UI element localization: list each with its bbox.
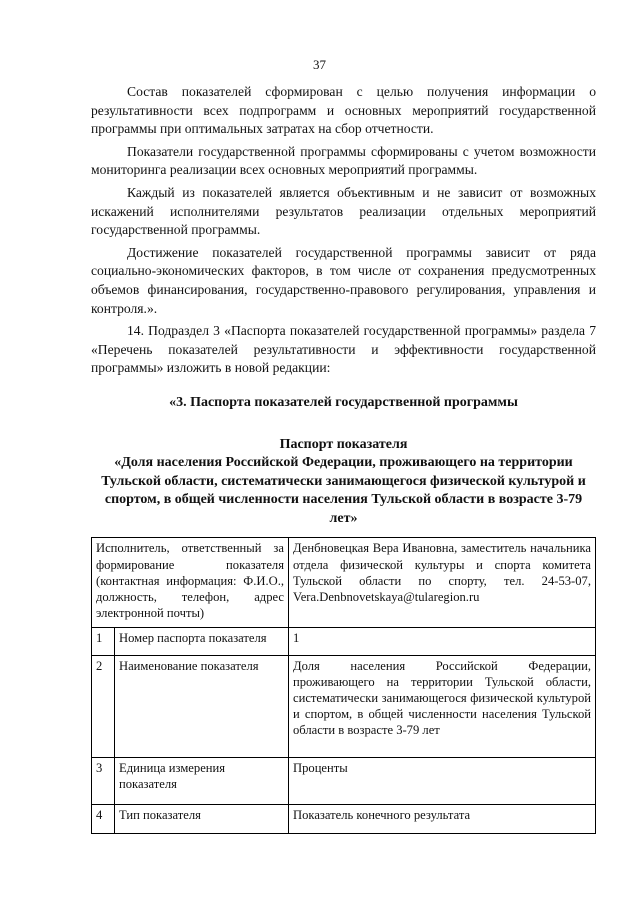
paragraph-objectivity: Каждый из показателей является объективным и не зависит от возможных искажений исполнителями результатов реализации отдельных мероприятий государственной программы.	[91, 184, 596, 238]
table-row	[92, 805, 596, 834]
paragraph-indicator-composition: Состав показателей сформирован с целью получения информации о результативности всех подпрограмм и основных мероприятий государственной программы при оптимальных затратах на сбор отчетности.	[91, 84, 596, 137]
row-name: Наименование показателя	[115, 655, 289, 757]
passport-indicator-name: «Доля населения Российской Федерации, проживающего на территории Тульской области, систематически занимающегося физической культурой и спортом, в общей численности населения Тульской области в возрасте 3-79 лет»	[101, 455, 586, 526]
row-number: 2	[92, 655, 115, 757]
paragraph-amendment-14: 14. Подраздел 3 «Паспорта показателей государственной программы» раздела 7 «Перечень показателей результативности и эффективности государственной программы» изложить в новой редакции:	[91, 323, 596, 376]
row-value: 1	[289, 628, 596, 655]
row-name: Единица измерения показателя	[115, 757, 289, 804]
table-row	[92, 655, 596, 757]
passport-title	[91, 436, 596, 529]
table-row-responsible	[92, 538, 596, 628]
document-body	[91, 83, 596, 834]
passport-table	[91, 537, 596, 834]
table-row	[92, 628, 596, 655]
row-number: 1	[92, 628, 115, 655]
row-number: 3	[92, 757, 115, 804]
paragraph-monitoring: Показатели государственной программы сформированы с учетом возможности мониторинга реализации всех основных мероприятий программы.	[91, 143, 596, 178]
responsible-value: Денбновецкая Вера Ивановна, заместитель начальника отдела физической культуры и спорта комитета Тульской области по спорту, тел. 24-53-07, Vera.Denbnovetskaya@tularegion.ru	[289, 538, 596, 628]
passport-title-line-1: Паспорт показателя	[279, 436, 408, 452]
row-name: Номер паспорта показателя	[115, 628, 289, 655]
row-value: Доля населения Российской Федерации, проживающего на территории Тульской области, систематически занимающегося физической культурой и спортом, в общей численности населения Тульской области в возрасте 3-79 лет	[289, 655, 596, 757]
row-value: Проценты	[289, 757, 596, 804]
paragraph-achievement-factors: Достижение показателей государственной программы зависит от ряда социально-экономических факторов, в том числе от сохранения предусмотренных объемов финансирования, государственно-правового регулирования, управления и контроля.».	[91, 244, 596, 316]
row-number: 4	[92, 805, 115, 834]
row-value: Показатель конечного результата	[289, 805, 596, 834]
page-number: 37	[313, 57, 326, 72]
table-row	[92, 757, 596, 804]
row-name: Тип показателя	[115, 805, 289, 834]
responsible-label: Исполнитель, ответственный за формирование показателя (контактная информация: Ф.И.О., должность, телефон, адрес электронной почты)	[92, 538, 289, 628]
section-heading: «3. Паспорта показателей государственной программы	[169, 394, 518, 410]
